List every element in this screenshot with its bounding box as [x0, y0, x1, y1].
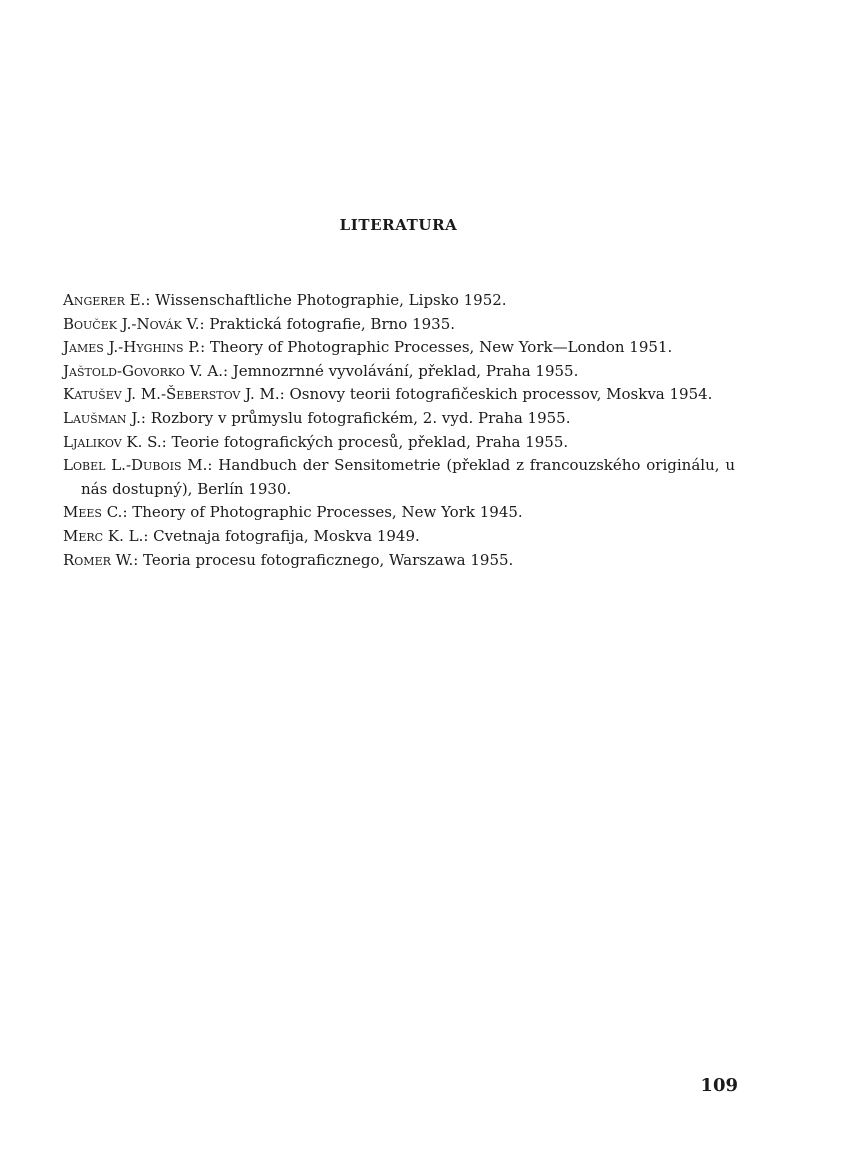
- reference-text: J. M.: Osnovy teorii fotografičeskich processov, Moskva 1954.: [240, 385, 713, 404]
- reference-author: Mees: [63, 503, 102, 522]
- reference-item: [63, 360, 735, 384]
- reference-text: K. L.: Cvetnaja fotografija, Moskva 1949.: [103, 526, 420, 545]
- reference-item: [63, 549, 735, 573]
- reference-text: V.: Praktická fotografie, Brno 1935.: [181, 314, 456, 333]
- page-number: 109: [700, 1075, 738, 1096]
- reference-author: Ljalikov: [63, 432, 122, 451]
- reference-author: Bouček: [63, 314, 117, 333]
- reference-list: [63, 289, 735, 572]
- reference-coauthor: Šeberstov: [166, 385, 241, 404]
- reference-author: Lobel: [63, 456, 106, 475]
- reference-item: [63, 289, 735, 313]
- page-title: LITERATURA: [339, 216, 458, 234]
- reference-author: Romer: [63, 550, 111, 569]
- reference-text: J. M.-: [121, 385, 167, 404]
- reference-item: [63, 525, 735, 549]
- reference-text: L.-: [105, 456, 132, 475]
- reference-author: Laušman: [63, 408, 127, 427]
- reference-item: [63, 431, 735, 455]
- reference-item: [63, 313, 735, 337]
- reference-text: P.: Theory of Photographic Processes, New York—London 1951.: [183, 338, 673, 357]
- reference-text: E.: Wissenschaftliche Photographie, Lipsko 1952.: [124, 291, 507, 309]
- reference-coauthor: Hyghins: [123, 338, 184, 357]
- reference-text: C.: Theory of Photographic Processes, New York 1945.: [101, 503, 523, 522]
- reference-item: [63, 407, 735, 431]
- reference-author: Angerer: [63, 291, 125, 309]
- reference-item: [63, 501, 735, 525]
- reference-item: [63, 454, 735, 501]
- reference-text: J.-: [103, 338, 124, 357]
- reference-text: W.: Teoria procesu fotograficznego, Warszawa 1955.: [110, 550, 514, 569]
- reference-author: Jaštold-Govorko: [63, 361, 185, 380]
- reference-author: Merc: [63, 526, 104, 545]
- reference-coauthor: Dubois: [131, 456, 182, 475]
- reference-text: J.-: [116, 314, 137, 333]
- reference-text: K. S.: Teorie fotografických procesů, překlad, Praha 1955.: [121, 432, 569, 451]
- reference-text: J.: Rozbory v průmyslu fotografickém, 2. vyd. Praha 1955.: [126, 408, 571, 427]
- reference-author: Katušev: [63, 385, 122, 404]
- reference-text: M.: Handbuch der Sensitometrie (překlad z francouzského originálu, u nás dostupný), Berlín 1930.: [81, 456, 735, 498]
- reference-coauthor: Novák: [136, 314, 182, 333]
- reference-item: [63, 336, 735, 360]
- reference-author: James: [63, 338, 104, 357]
- reference-text: V. A.: Jemnozrnné vyvolávání, překlad, Praha 1955.: [184, 361, 579, 380]
- reference-item: [63, 383, 735, 407]
